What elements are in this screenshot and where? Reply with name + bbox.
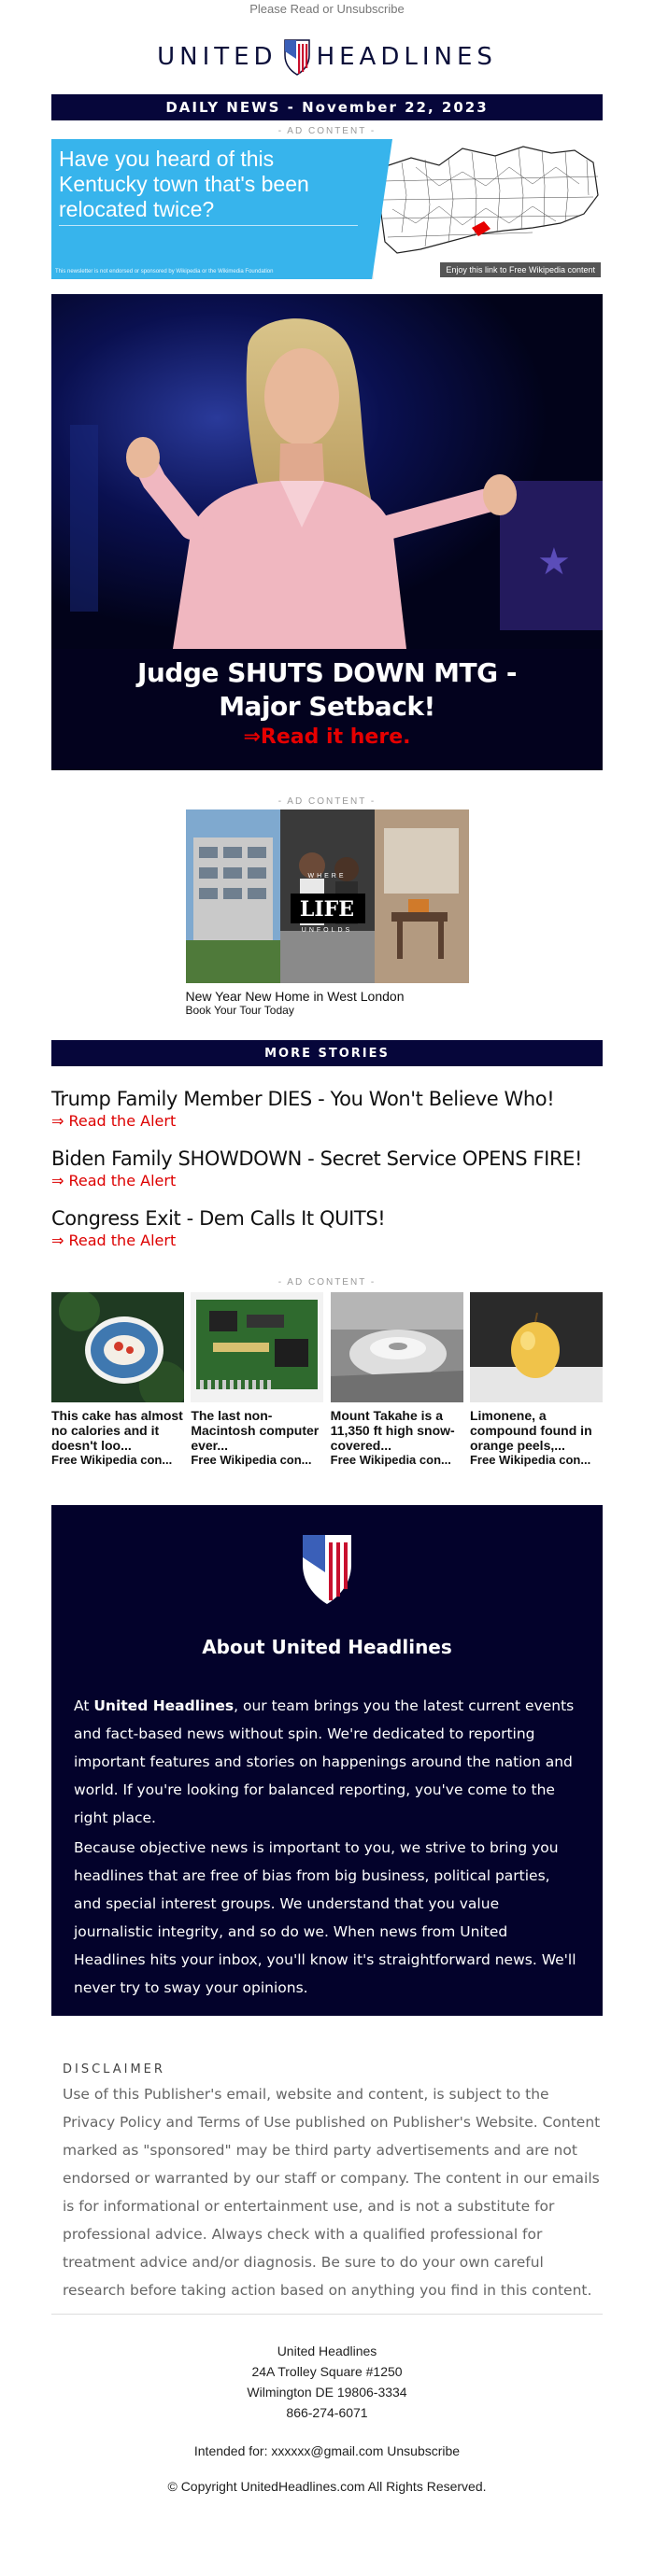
- svg-text:★: ★: [537, 542, 571, 583]
- ad-label: - AD CONTENT -: [277, 1277, 377, 1288]
- ad-card-source[interactable]: Free Wikipedia con...: [51, 1453, 173, 1467]
- preheader-link[interactable]: Please Read or Unsubscribe: [249, 2, 405, 16]
- ad-cta-button[interactable]: Enjoy this link to Free Wikipedia content: [440, 262, 601, 277]
- story-title[interactable]: Biden Family SHOWDOWN - Secret Service OPENS FIRE!: [51, 1147, 583, 1170]
- unsubscribe-link[interactable]: Unsubscribe: [387, 2443, 461, 2458]
- hero-headline-line1[interactable]: Judge SHUTS DOWN MTG -: [137, 657, 517, 688]
- intended-for-text: Intended for: xxxxxx@gmail.com: [193, 2443, 384, 2458]
- disclaimer-section: [63, 2062, 603, 2304]
- ad-card[interactable]: [331, 1292, 463, 1468]
- real-estate-ad-title[interactable]: New Year New Home in West London: [185, 989, 405, 1004]
- mountain-image[interactable]: [331, 1292, 463, 1402]
- intended-for: [0, 2443, 654, 2458]
- footer-divider: [51, 2314, 603, 2315]
- story-read-link[interactable]: ⇒ Read the Alert: [51, 1172, 177, 1189]
- story-read-link[interactable]: ⇒ Read the Alert: [51, 1112, 177, 1130]
- computer-board-image[interactable]: [191, 1292, 323, 1402]
- cake-image[interactable]: [51, 1292, 184, 1402]
- hero-story[interactable]: [51, 294, 603, 770]
- ad-headline[interactable]: Have you heard of this Kentucky town that's been relocated twice?: [59, 147, 309, 221]
- ad-card-title[interactable]: The last non-Macintosh computer ever...: [191, 1408, 320, 1453]
- wikipedia-ad-grid: [51, 1292, 603, 1468]
- story-item[interactable]: [51, 1206, 603, 1251]
- more-stories-bar: MORE STORIES: [51, 1040, 603, 1066]
- ad2-overlay-bot: UNFOLDS: [301, 927, 353, 934]
- brand-left: UNITED: [157, 43, 277, 71]
- footer-company: United Headlines: [277, 2344, 377, 2358]
- ad2-overlay-mid: LIFE: [299, 897, 355, 922]
- real-estate-ad[interactable]: [186, 809, 469, 1017]
- ad-collage-illustration: [186, 809, 469, 983]
- ad-card-source[interactable]: Free Wikipedia con...: [469, 1453, 591, 1467]
- disclaimer-text: Use of this Publisher's email, website and content, is subject to the Privacy Policy and Terms of Use published on Publisher's Website. Content marked as "sponsored" may be third party advertisements and are not endorsed or warranted by our staff or company. The content in our emails is for informational or entertainment use, and is not a substitute for professional advice. Always check with a qualified professional for treatment advice and/or diagnosis. Be sure to do your own careful research before taking action based on anything you find in this content.: [63, 2086, 601, 2299]
- copyright-text: © Copyright UnitedHeadlines.com All Rights Reserved.: [167, 2479, 487, 2494]
- dateline-bar: DAILY NEWS - November 22, 2023: [51, 94, 603, 120]
- ad-disclaimer: This newsletter is not endorsed or sponsored by Wikipedia or the Wikimedia Foundation: [55, 269, 274, 274]
- speaker-photo-illustration: [51, 294, 603, 649]
- ad-card-title[interactable]: This cake has almost no calories and it doesn't loo...: [51, 1408, 183, 1453]
- footer-address-line2: Wilmington DE 19806-3334: [247, 2385, 407, 2400]
- about-p1-prefix: At: [74, 1697, 94, 1714]
- real-estate-ad-subtitle[interactable]: Book Your Tour Today: [185, 1004, 294, 1017]
- hero-photo[interactable]: [51, 294, 603, 649]
- about-section: [51, 1505, 603, 2016]
- story-title[interactable]: Congress Exit - Dem Calls It QUITS!: [51, 1207, 386, 1230]
- about-title: About United Headlines: [202, 1636, 452, 1658]
- kentucky-map-image: [374, 139, 603, 279]
- lemon-image[interactable]: [470, 1292, 603, 1402]
- ad2-overlay-top: WHERE: [307, 873, 347, 880]
- footer-phone: 866-274-6071: [286, 2405, 368, 2420]
- shield-flag-icon: [283, 38, 311, 76]
- about-paragraph-2: Because objective news is important to you, we strive to bring you headlines that are free of bias from big business, political parties, and special interest groups. We understand that you value journalistic integrity, and so do we. When news from United Headlines hits your inbox, you'll know it's straightforward news. We'll never try to sway your opinions.: [74, 1839, 576, 1996]
- real-estate-ad-image[interactable]: [186, 809, 469, 983]
- disclaimer-heading: DISCLAIMER: [63, 2062, 165, 2076]
- ad-card[interactable]: [191, 1292, 323, 1468]
- hero-headline[interactable]: [51, 656, 603, 724]
- story-item[interactable]: [51, 1087, 603, 1132]
- ad-card-source[interactable]: Free Wikipedia con...: [330, 1453, 451, 1467]
- shield-flag-icon: [299, 1531, 355, 1606]
- top-ad-banner[interactable]: [51, 139, 603, 279]
- about-p1-rest: , our team brings you the latest current events and fact-based news without spin. We're dedicated to reporting important features and stories on happenings around the nation and world. If you're looking for balanced reporting, you've come to the right place.: [74, 1697, 575, 1826]
- story-read-link[interactable]: ⇒ Read the Alert: [51, 1232, 177, 1249]
- hero-read-link[interactable]: ⇒Read it here.: [243, 725, 411, 749]
- ad-label: - AD CONTENT -: [277, 126, 377, 136]
- ad-divider: [59, 225, 358, 226]
- brand-logo[interactable]: [0, 35, 654, 79]
- ad-card[interactable]: [51, 1292, 184, 1468]
- ad-card-source[interactable]: Free Wikipedia con...: [191, 1453, 312, 1467]
- footer-address: [0, 2341, 654, 2423]
- ad-card-title[interactable]: Limonene, a compound found in orange peels,...: [469, 1408, 592, 1453]
- about-p1-brand: United Headlines: [93, 1697, 235, 1714]
- ad-card-title[interactable]: Mount Takahe is a 11,350 ft high snow-covered...: [330, 1408, 455, 1453]
- hero-headline-line2[interactable]: Major Setback!: [219, 691, 435, 722]
- footer-address-line1: 24A Trolley Square #1250: [251, 2364, 403, 2379]
- brand-right: HEADLINES: [316, 43, 497, 71]
- story-item[interactable]: [51, 1147, 603, 1191]
- ad-label: - AD CONTENT -: [277, 796, 377, 807]
- story-title[interactable]: Trump Family Member DIES - You Won't Believe Who!: [51, 1088, 555, 1110]
- about-paragraph-1: [74, 1692, 580, 1832]
- ad-card[interactable]: [470, 1292, 603, 1468]
